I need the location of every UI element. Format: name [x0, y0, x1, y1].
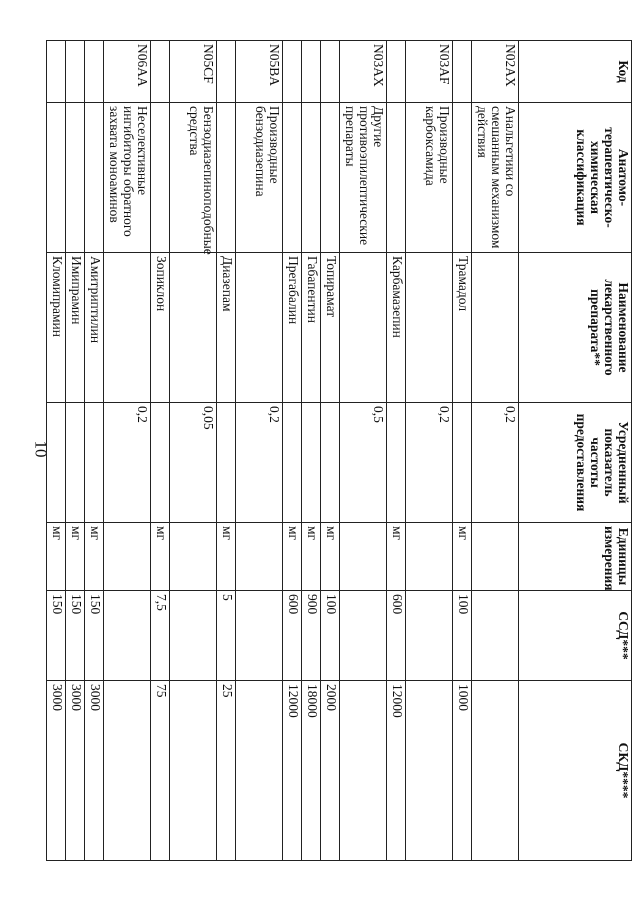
cell-skd: 3000	[66, 681, 85, 861]
cell-drug	[340, 253, 387, 403]
cell-skd	[104, 681, 151, 861]
cell-freq	[47, 403, 66, 523]
cell-drug	[406, 253, 453, 403]
cell-freq	[387, 403, 406, 523]
header-drug: Наименование лекарственного препарата**	[519, 253, 632, 403]
cell-atc	[66, 103, 85, 253]
cell-atc: Бензодиазепиноподобные средства	[170, 103, 217, 253]
cell-ssd: 100	[453, 591, 472, 681]
cell-unit: мг	[85, 523, 104, 591]
cell-skd: 75	[151, 681, 170, 861]
cell-code: N06AA	[104, 41, 151, 103]
cell-freq	[66, 403, 85, 523]
page-number: 10	[31, 440, 51, 458]
table-body	[47, 41, 519, 861]
cell-atc: Производные карбоксамида	[406, 103, 453, 253]
cell-freq: 0,2	[406, 403, 453, 523]
cell-atc	[151, 103, 170, 253]
cell-skd	[406, 681, 453, 861]
cell-code	[217, 41, 236, 103]
cell-unit: мг	[151, 523, 170, 591]
cell-ssd: 150	[66, 591, 85, 681]
cell-drug	[104, 253, 151, 403]
cell-drug: Карбамазепин	[387, 253, 406, 403]
cell-atc	[453, 103, 472, 253]
cell-ssd: 600	[387, 591, 406, 681]
header-freq: Усредненный показатель частоты предоставления	[519, 403, 632, 523]
cell-unit: мг	[453, 523, 472, 591]
cell-unit: мг	[302, 523, 321, 591]
cell-skd: 25	[217, 681, 236, 861]
cell-drug: Имипрамин	[66, 253, 85, 403]
table-row	[453, 41, 472, 861]
cell-code: N02AX	[472, 41, 519, 103]
cell-ssd	[340, 591, 387, 681]
cell-ssd: 150	[47, 591, 66, 681]
cell-skd: 1000	[453, 681, 472, 861]
table-row	[302, 41, 321, 861]
cell-drug	[472, 253, 519, 403]
cell-drug: Зопиклон	[151, 253, 170, 403]
cell-atc	[387, 103, 406, 253]
cell-skd	[170, 681, 217, 861]
cell-unit: мг	[283, 523, 302, 591]
cell-freq	[151, 403, 170, 523]
table-row	[217, 41, 236, 861]
cell-freq	[302, 403, 321, 523]
cell-code	[321, 41, 340, 103]
cell-unit	[472, 523, 519, 591]
cell-atc: Производные бензодиазепина	[236, 103, 283, 253]
cell-atc	[47, 103, 66, 253]
cell-freq: 0,2	[472, 403, 519, 523]
cell-unit: мг	[387, 523, 406, 591]
header-atc: Анатомо-терапевтическо-химическая классификация	[519, 103, 632, 253]
cell-ssd: 7,5	[151, 591, 170, 681]
cell-unit	[340, 523, 387, 591]
cell-freq: 0,05	[170, 403, 217, 523]
cell-code	[302, 41, 321, 103]
cell-drug: Кломипрамин	[47, 253, 66, 403]
cell-drug	[236, 253, 283, 403]
table-row	[472, 41, 519, 861]
cell-atc: Другие противоэпилептические препараты	[340, 103, 387, 253]
cell-skd: 18000	[302, 681, 321, 861]
cell-code	[47, 41, 66, 103]
cell-atc	[321, 103, 340, 253]
cell-atc: Анальгетики со смешанным механизмом действия	[472, 103, 519, 253]
cell-skd: 3000	[47, 681, 66, 861]
cell-skd: 12000	[283, 681, 302, 861]
cell-skd: 12000	[387, 681, 406, 861]
cell-unit: мг	[47, 523, 66, 591]
cell-drug: Диазепам	[217, 253, 236, 403]
table-row	[406, 41, 453, 861]
cell-code: N03AX	[340, 41, 387, 103]
table-row	[151, 41, 170, 861]
table-row	[340, 41, 387, 861]
table-row	[104, 41, 151, 861]
cell-drug: Топирамат	[321, 253, 340, 403]
cell-skd	[340, 681, 387, 861]
cell-skd: 2000	[321, 681, 340, 861]
cell-ssd	[406, 591, 453, 681]
cell-freq: 0,2	[236, 403, 283, 523]
cell-ssd: 600	[283, 591, 302, 681]
cell-atc: Неселективные ингибиторы обратного захвата моноаминов	[104, 103, 151, 253]
cell-ssd: 900	[302, 591, 321, 681]
cell-code	[85, 41, 104, 103]
cell-ssd: 100	[321, 591, 340, 681]
cell-atc	[283, 103, 302, 253]
header-unit: Единицы измерения	[519, 523, 632, 591]
cell-drug: Габапентин	[302, 253, 321, 403]
cell-drug	[170, 253, 217, 403]
cell-ssd: 5	[217, 591, 236, 681]
cell-drug: Амитриптилин	[85, 253, 104, 403]
cell-skd: 3000	[85, 681, 104, 861]
cell-ssd	[236, 591, 283, 681]
cell-atc	[217, 103, 236, 253]
cell-drug: Прегабалин	[283, 253, 302, 403]
table-row	[85, 41, 104, 861]
cell-freq	[217, 403, 236, 523]
cell-skd	[236, 681, 283, 861]
cell-code: N05BA	[236, 41, 283, 103]
header-skd: СКД****	[519, 681, 632, 861]
cell-unit	[170, 523, 217, 591]
cell-freq	[283, 403, 302, 523]
cell-unit	[236, 523, 283, 591]
cell-freq	[321, 403, 340, 523]
header-ssd: ССД***	[519, 591, 632, 681]
drug-table	[46, 40, 632, 861]
cell-freq	[453, 403, 472, 523]
cell-unit: мг	[66, 523, 85, 591]
cell-drug: Трамадол	[453, 253, 472, 403]
table-row	[283, 41, 302, 861]
cell-unit: мг	[217, 523, 236, 591]
table-row	[47, 41, 66, 861]
cell-code: N03AF	[406, 41, 453, 103]
cell-ssd	[170, 591, 217, 681]
cell-skd	[472, 681, 519, 861]
header-row	[519, 41, 632, 861]
cell-code	[387, 41, 406, 103]
cell-freq: 0,5	[340, 403, 387, 523]
cell-freq: 0,2	[104, 403, 151, 523]
cell-unit	[406, 523, 453, 591]
cell-ssd	[104, 591, 151, 681]
header-code: Код	[519, 41, 632, 103]
cell-freq	[85, 403, 104, 523]
cell-unit	[104, 523, 151, 591]
cell-code	[453, 41, 472, 103]
cell-atc	[302, 103, 321, 253]
rotated-page	[50, 40, 632, 860]
cell-code: N05CF	[170, 41, 217, 103]
cell-code	[283, 41, 302, 103]
cell-unit: мг	[321, 523, 340, 591]
table-row	[321, 41, 340, 861]
table-row	[66, 41, 85, 861]
table-row	[170, 41, 217, 861]
cell-ssd	[472, 591, 519, 681]
cell-ssd: 150	[85, 591, 104, 681]
table-row	[387, 41, 406, 861]
cell-code	[151, 41, 170, 103]
cell-atc	[85, 103, 104, 253]
table-row	[236, 41, 283, 861]
cell-code	[66, 41, 85, 103]
